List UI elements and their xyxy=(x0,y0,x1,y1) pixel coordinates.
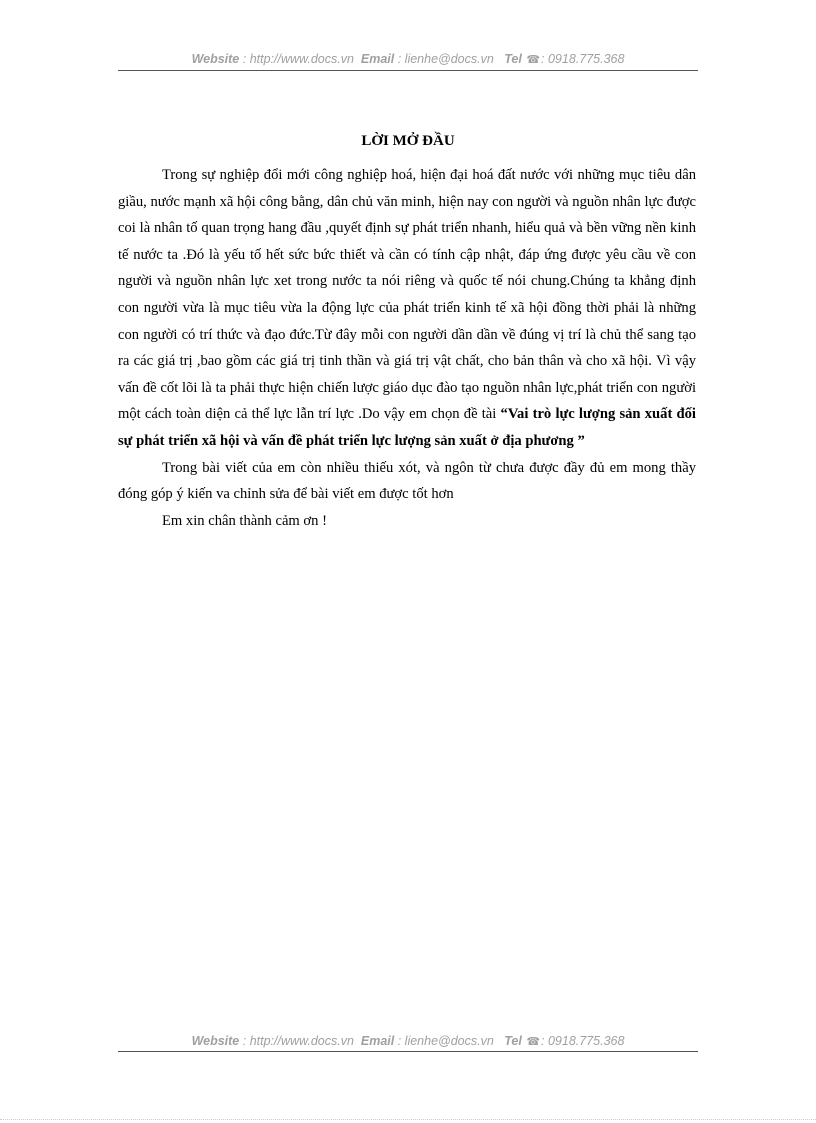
page-title: LỜI MỞ ĐẦU xyxy=(361,133,455,149)
header-website-label: Website xyxy=(191,52,240,66)
header-tel-label: Tel xyxy=(504,52,522,66)
topic-title: “Vai trò lực lượng sản xuất đối sự phát triển xã hội và vấn đề phát triển lực lượng sản xuất ở địa phương ” xyxy=(118,406,696,449)
footer-tel-label: Tel xyxy=(504,1034,522,1048)
footer-email-label: Email xyxy=(360,1034,395,1048)
header-tel-number: : 0918.775.368 xyxy=(541,52,625,66)
paragraph-intro xyxy=(118,162,696,455)
phone-icon: ☎ xyxy=(526,54,541,66)
footer-website-label: Website xyxy=(191,1034,240,1048)
header-email-address: : lienhe@docs.vn xyxy=(397,52,494,66)
footer-tel-number: : 0918.775.368 xyxy=(541,1034,625,1048)
footer-email-address: : lienhe@docs.vn xyxy=(397,1034,494,1048)
page-header xyxy=(118,52,698,66)
page-footer xyxy=(118,1034,698,1048)
paragraph-intro-text: Trong sự nghiệp đổi mới công nghiệp hoá, hiện đại hoá đất nước với những mục tiêu dân giầu, nước mạnh xã hội công bằng, dân chủ văn minh, hiện nay con người và nguồn nhân lực được coi là nhân tố quan trọng hang đầu ,quyết định sự phát triển nhanh, hiểu quả và bền vững nền kinh tế nước ta .Đó là yếu tố hết sức bức thiết và cần có tính cập nhật, đáp ứng được yêu cầu về con người và nguồn nhân lực xet trong nước ta nói riêng và quốc tế nói chung.Chúng ta khẳng định con người vừa là mục tiêu vừa la động lực của phát triển kinh tế xã hội đồng thời phải là những con người có trí thức và đạo đức.Từ đây mỗi con người dần dần về đúng vị trí là chủ thể sang tạo ra các giá trị ,bao gồm các giá trị tinh thần và giá trị vật chất, cho bản thân và cho xã hội. Vì vậy vấn đề cốt lõi là ta phải thực hiện chiến lược giáo dục đào tạo nguồn nhân lực,phát triển con người một cách toàn diện cả thể lực lẫn trí lực .Do vậy em chọn đề tài xyxy=(118,167,696,423)
footer-phone-icon: ☎ xyxy=(526,1036,541,1048)
footer-website-url: : http://www.docs.vn xyxy=(242,1034,354,1048)
paragraph-thanks: Em xin chân thành cảm ơn ! xyxy=(162,512,327,529)
paragraph-apology: Trong bài viết của em còn nhiều thiếu xót, và ngôn từ chưa được đầy đủ em mong thầy đóng góp ý kiến va chỉnh sửa để bài viết em được tốt hơn xyxy=(118,459,696,503)
footer-divider xyxy=(118,1051,698,1052)
header-email-label: Email xyxy=(360,52,395,66)
header-divider xyxy=(118,70,698,71)
header-website-url: : http://www.docs.vn xyxy=(242,52,354,66)
page-edge xyxy=(0,1119,816,1120)
document-body xyxy=(118,162,696,534)
